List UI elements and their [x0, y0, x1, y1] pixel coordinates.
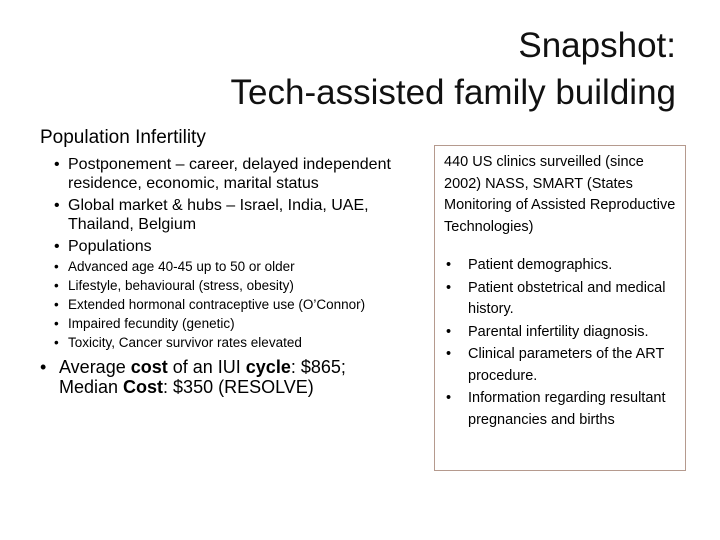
info-box [434, 145, 686, 471]
bullet-populations: • Populations [40, 237, 400, 256]
left-column [40, 126, 400, 397]
cost-text-1: Average [59, 357, 131, 377]
cost-bold-1: cost [130, 357, 168, 377]
level2-list [40, 259, 400, 351]
box-item-pregnancies: • Information regarding resultant pregnancies and births [444, 388, 677, 431]
bullet-cost [40, 357, 400, 397]
title-line-2: Tech-assisted family building [230, 73, 676, 112]
title-line-1: Snapshot: [518, 26, 676, 65]
bullet-lifestyle: • Lifestyle, behavioural (stress, obesity) [40, 278, 400, 294]
section-heading: Population Infertility [40, 127, 206, 148]
box-item-obstetrical: • Patient obstetrical and medical history. [444, 278, 677, 321]
cost-text-2: of an IUI [167, 357, 246, 377]
slide-title [36, 22, 676, 116]
bullet-contraceptive: • Extended hormonal contraceptive use (O’Connor) [40, 297, 400, 313]
bullet-fecundity: • Impaired fecundity (genetic) [40, 316, 400, 332]
box-list [444, 255, 677, 431]
cost-list [40, 357, 400, 397]
cost-text-3: : $865; Median [59, 357, 346, 397]
box-item-clinical: • Clinical parameters of the ART procedure. [444, 344, 677, 387]
box-intro: 440 US clinics surveilled (since 2002) NASS, SMART (States Monitoring of Assisted Reproductive Technologies) [444, 154, 676, 235]
bullet-toxicity: • Toxicity, Cancer survivor rates elevated [40, 335, 400, 351]
box-item-diagnosis: • Parental infertility diagnosis. [444, 322, 677, 344]
bullet-advanced-age: • Advanced age 40-45 up to 50 or older [40, 259, 400, 275]
bullet-global-market: • Global market & hubs – Israel, India, UAE, Thailand, Belgium [40, 196, 400, 234]
cost-bold-3: Cost [123, 377, 164, 397]
box-item-demographics: • Patient demographics. [444, 255, 677, 277]
bullet-postponement: • Postponement – career, delayed independent residence, economic, marital status [40, 155, 400, 193]
level1-list [40, 155, 400, 256]
cost-bold-2: cycle [245, 357, 291, 377]
cost-text-4: : $350 (RESOLVE) [163, 377, 314, 397]
